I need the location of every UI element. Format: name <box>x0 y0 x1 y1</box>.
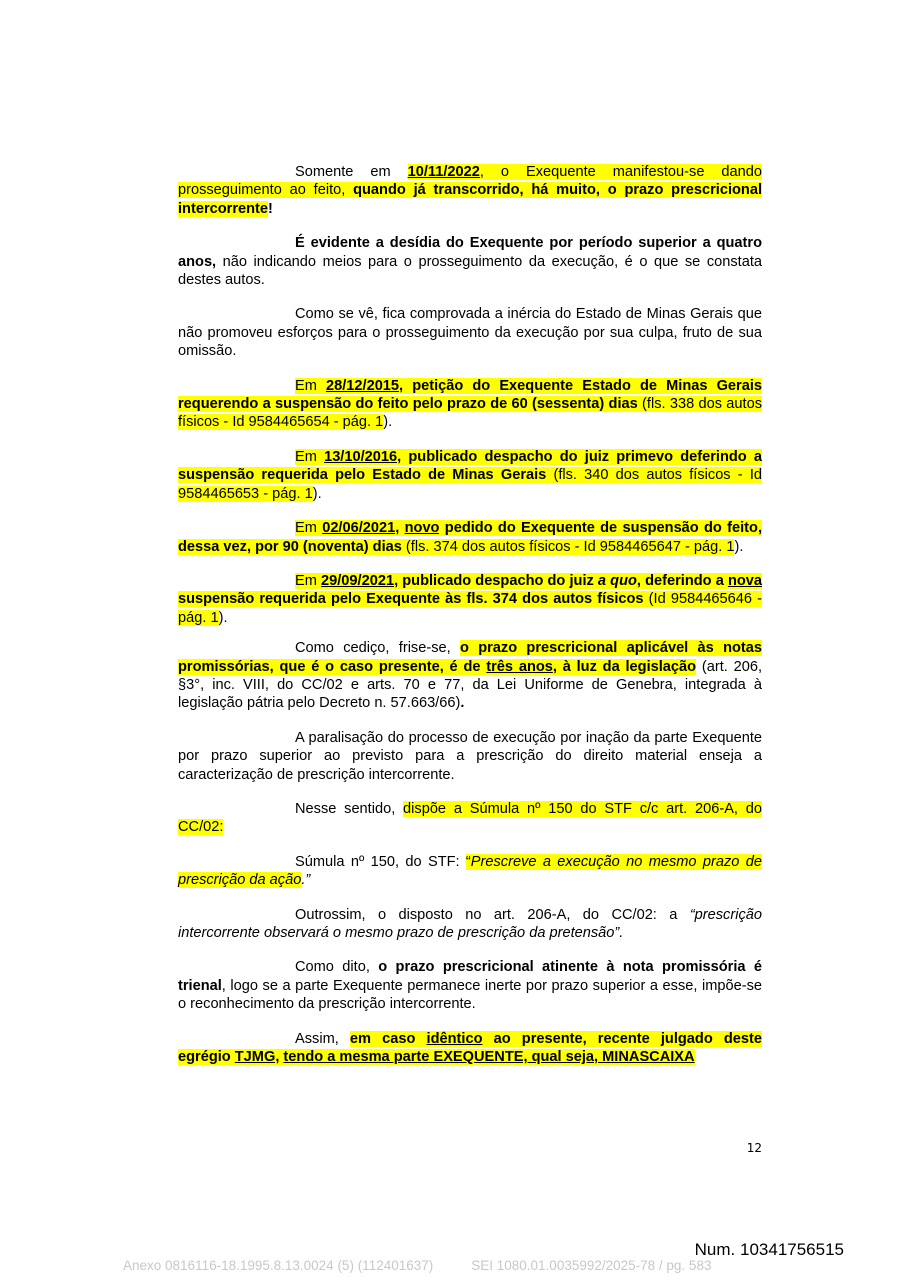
paragraph-14: Assim, em caso idêntico ao presente, recente julgado deste egrégio TJMG, tendo a mesma parte EXEQUENTE, qual seja, MINASCAIXA <box>178 1030 762 1066</box>
paragraph-8: Como cediço, frise-se, o prazo prescricional aplicável às notas promissórias, que é o caso presente, é de três anos, à luz da legislação (art. 206, §3°, inc. VIII, do CC/02 e arts. 70 e 77, da Lei Uniforme de Genebra, integrada à legislação pátria pelo Decreto n. 57.663/66). <box>178 640 762 712</box>
paragraph-3: Como se vê, fica comprovada a inércia do Estado de Minas Gerais que não promoveu esforços para o prosseguimento da execução por sua culpa, fruto de sua omissão. <box>178 306 762 360</box>
paragraph-6: Em 02/06/2021, novo pedido do Exequente de suspensão do feito, dessa vez, por 90 (noventa) dias (fls. 374 dos autos físicos - Id 9584465647 - pág. 1). <box>178 520 762 555</box>
paragraph-2: É evidente a desídia do Exequente por período superior a quatro anos, não indicando meios para o prosseguimento da execução, é o que se constata destes autos. <box>178 235 762 289</box>
document-number: Num. 10341756515 <box>694 1240 844 1259</box>
paragraph-7: Em 29/09/2021, publicado despacho do juiz a quo, deferindo a nova suspensão requerida pelo Exequente às fls. 374 dos autos físicos (Id 9584465646 - pág. 1). <box>178 572 763 626</box>
page-number: 12 <box>746 1141 762 1155</box>
paragraph-10: Nesse sentido, dispõe a Súmula nº 150 do STF c/c art. 206-A, do CC/02: <box>178 800 762 836</box>
paragraph-4: Em 28/12/2015, petição do Exequente Estado de Minas Gerais requerendo a suspensão do feito pelo prazo de 60 (sessenta) dias (fls. 338 dos autos físicos - Id 9584465654 - pág. 1). <box>178 377 763 431</box>
paragraph-9: A paralisação do processo de execução por inação da parte Exequente por prazo superior ao previsto para a prescrição do direito material enseja a caracterização de prescrição intercorrente. <box>178 729 762 783</box>
footer-sei: SEI 1080.01.0035992/2025-78 / pg. 583 <box>471 1258 712 1273</box>
footer-stamp <box>123 1258 711 1273</box>
paragraph-12: Outrossim, o disposto no art. 206-A, do CC/02: a “prescrição intercorrente observará o mesmo prazo de prescrição da pretensão”. <box>178 906 762 941</box>
paragraph-5: Em 13/10/2016, publicado despacho do juiz primevo deferindo a suspensão requerida pelo Estado de Minas Gerais (fls. 340 dos autos físicos - Id 9584465653 - pág. 1). <box>178 448 762 502</box>
document-body <box>178 163 762 1082</box>
paragraph-11: Súmula nº 150, do STF: “Prescreve a execução no mesmo prazo de prescrição da ação.” <box>178 853 762 889</box>
paragraph-13: Como dito, o prazo prescricional atinente à nota promissória é trienal, logo se a parte Exequente permanece inerte por prazo superior a esse, impõe-se o reconhecimento da prescrição intercorrente. <box>178 959 763 1013</box>
footer-annex: Anexo 0816116-18.1995.8.13.0024 (5) (112401637) <box>123 1258 434 1273</box>
paragraph-1: Somente em 10/11/2022, o Exequente manifestou-se dando prosseguimento ao feito, quando já transcorrido, há muito, o prazo prescricional intercorrente! <box>178 164 763 217</box>
